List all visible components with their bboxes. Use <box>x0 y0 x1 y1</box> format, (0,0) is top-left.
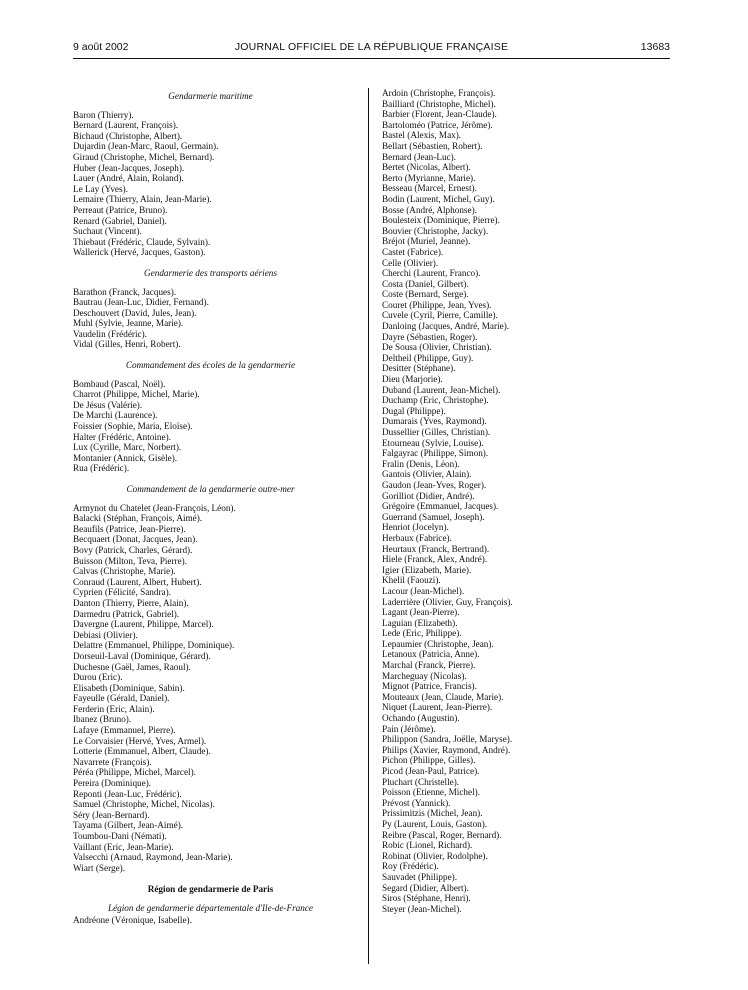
name-list <box>73 379 348 474</box>
list-item: Berto (Myrianne, Marie). <box>382 172 476 183</box>
list-item: Vaillant (Eric, Jean-Marie). <box>73 841 174 852</box>
list-item: Wiart (Serge). <box>73 862 126 873</box>
list-item: Bartoloméo (Patrice, Jérôme). <box>382 119 493 130</box>
list-item: Roy (Frédéric). <box>382 861 439 872</box>
list-item: Khelil (Faouzi). <box>382 575 441 586</box>
list-item: Deschouvert (David, Jules, Jean). <box>73 307 197 318</box>
list-item: Besseau (Marcel, Ernest). <box>382 183 477 194</box>
list-item: Letanoux (Patricia, Anne). <box>382 649 480 660</box>
list-item: Sauvadet (Philippe). <box>382 871 458 882</box>
list-item: Perreaut (Patrice, Bruno). <box>73 204 168 215</box>
list-item: Danton (Thierry, Pierre, Alain). <box>73 597 189 608</box>
list-item: Ferderin (Eric, Alain). <box>73 703 155 714</box>
column-divider <box>368 88 369 964</box>
list-item: Cherchi (Laurent, Franco). <box>382 268 481 279</box>
list-item: Samuel (Christophe, Michel, Nicolas). <box>73 799 215 810</box>
list-item: Fayeulle (Gérald, Daniel). <box>73 693 170 704</box>
list-item: Castet (Fabrice). <box>382 246 444 257</box>
list-item: Conraud (Laurent, Albert, Hubert). <box>73 576 202 587</box>
list-item: Durou (Eric). <box>73 672 123 683</box>
list-item: Gaudon (Jean-Yves, Roger). <box>382 479 487 490</box>
list-item: Duband (Laurent, Jean-Michel). <box>382 384 501 395</box>
name-list <box>382 88 682 914</box>
list-item: Bombaud (Pascal, Noël). <box>73 378 166 389</box>
list-item: Toumbou-Dani (Némati). <box>73 831 167 841</box>
list-item: Dujardin (Jean-Marc, Raoul, Germain). <box>73 141 219 152</box>
section-block <box>73 484 348 873</box>
list-item: Igier (Elizabeth, Marie). <box>382 564 472 575</box>
list-item: Balacki (Stéphan, François, Aimé). <box>73 513 203 524</box>
header-page-number: 13683 <box>640 41 670 53</box>
list-item: De Marchi (Laurence). <box>73 410 158 421</box>
list-item: Danloing (Jacques, André, Marie). <box>382 321 510 332</box>
list-item: Duchesne (Gaël, James, Raoul). <box>73 661 191 672</box>
list-item: Lemaire (Thierry, Alain, Jean-Marie). <box>73 194 212 205</box>
list-item: Armynot du Chatelet (Jean-François, Léon). <box>73 502 236 513</box>
left-column <box>73 91 348 925</box>
list-item: Halter (Frédéric, Antoine). <box>73 431 171 442</box>
right-column <box>382 88 682 914</box>
name-list <box>73 503 348 874</box>
list-item: Valsecchi (Arnaud, Raymond, Jean-Marie). <box>73 852 233 863</box>
list-item: Calvas (Christophe, Marie). <box>73 566 176 577</box>
list-item: Segard (Didier, Albert). <box>382 882 469 893</box>
list-item: Desitter (Stéphane). <box>382 363 456 374</box>
list-item: Bichaud (Christophe, Albert). <box>73 130 183 141</box>
list-item: Lepaumier (Christophe, Jean). <box>382 638 494 649</box>
list-item: Giraud (Christophe, Michel, Bernard). <box>73 151 215 162</box>
list-item: Poisson (Etienne, Michel). <box>382 787 480 798</box>
list-item: Lacour (Jean-Michel). <box>382 585 465 596</box>
list-item: Guerrand (Samuel, Joseph). <box>382 511 485 522</box>
list-item: Tayama (Gilbert, Jean-Aimé). <box>73 820 184 831</box>
section-title: Commandement des écoles de la gendarmerie <box>125 360 296 371</box>
list-item: Delattre (Emmanuel, Philippe, Dominique). <box>73 640 235 651</box>
list-item: Muhl (Sylvie, Jeanne, Marie). <box>73 318 184 329</box>
list-item: Ibanez (Bruno). <box>73 714 132 725</box>
list-item: Herbaux (Fabrice). <box>382 532 452 543</box>
list-item: Bodin (Laurent, Michel, Guy). <box>382 193 495 204</box>
name-list <box>73 110 348 258</box>
page-header <box>73 41 670 55</box>
list-item: De Jésus (Valérie). <box>73 399 143 410</box>
list-item: Bellart (Sébastien, Robert). <box>382 140 483 151</box>
list-item: Ardoin (Christophe, François). <box>382 88 496 98</box>
list-item: Lafaye (Emmanuel, Pierre). <box>73 725 176 736</box>
list-item: Davergne (Laurent, Philippe, Marcel). <box>73 619 214 630</box>
list-item: Beaufils (Patrice, Jean-Pierre). <box>73 523 186 534</box>
list-item: Charrot (Philippe, Michel, Marie). <box>73 389 200 400</box>
list-item: Baron (Thierry). <box>73 109 134 120</box>
list-item: Buisson (Milton, Teva, Pierre). <box>73 555 188 566</box>
list-item: Siros (Stéphane, Henri). <box>382 893 471 904</box>
list-item: Lauer (André, Alain, Roland). <box>73 173 184 184</box>
list-item: Mouteaux (Jean, Claude, Marie). <box>382 691 504 702</box>
list-item: Le Lay (Yves). <box>73 183 128 194</box>
list-item: Darmedru (Patrick, Gabriel). <box>73 608 180 619</box>
list-item: Pichon (Philippe, Gilles). <box>382 755 476 766</box>
list-item: Thiebaut (Frédéric, Claude, Sylvain). <box>73 236 211 247</box>
list-item: Celle (Olivier). <box>382 257 439 268</box>
list-item: Steyer (Jean-Michel). <box>382 903 462 914</box>
list-item: Falgayrac (Philippe, Simon). <box>382 448 489 459</box>
section-block <box>73 360 348 474</box>
list-item: Ochando (Augustin). <box>382 713 460 724</box>
name-list <box>73 915 348 926</box>
list-item: Fralin (Denis, Léon). <box>382 458 460 469</box>
list-item: Vaudelin (Frédéric). <box>73 328 147 339</box>
list-item: Marchal (Franck, Pierre). <box>382 660 476 671</box>
section-title: Commandement de la gendarmerie outre-mer <box>126 484 295 494</box>
list-item: Henriot (Jocelyn). <box>382 522 449 533</box>
list-item: Bovy (Patrick, Charles, Gérard). <box>73 544 193 555</box>
list-item: Reponti (Jean-Luc, Frédéric). <box>73 788 182 799</box>
list-item: Dumarais (Yves, Raymond). <box>382 416 487 427</box>
list-item: Montanier (Annick, Gisèle). <box>73 452 178 463</box>
list-item: Becquaert (Donat, Jacques, Jean). <box>73 534 198 545</box>
list-item: Bastel (Alexis, Max). <box>382 130 462 141</box>
list-item: Bautrau (Jean-Luc, Didier, Fernand). <box>73 297 209 308</box>
list-item: Prévost (Yannick). <box>382 797 451 808</box>
list-item: Robinat (Olivier, Rodolphe). <box>382 850 488 861</box>
list-item: Foissier (Sophie, Maria, Eloïse). <box>73 421 193 432</box>
list-item: Elisabeth (Dominique, Sabin). <box>73 682 185 693</box>
list-item: Suchaut (Vincent). <box>73 226 142 237</box>
list-item: Laderrière (Olivier, Guy, François). <box>382 596 513 607</box>
list-item: Dieu (Marjorie). <box>382 374 443 385</box>
list-item: Wallerick (Hervé, Jacques, Gaston). <box>73 247 206 258</box>
list-item: Gantois (Olivier, Alain). <box>382 469 472 480</box>
list-item: Reibre (Pascal, Roger, Bernard). <box>382 829 502 840</box>
list-item: Boulesteix (Dominique, Pierre). <box>382 215 500 226</box>
list-item: De Sousa (Olivier, Christian). <box>382 342 492 353</box>
list-item: Bosse (André, Alphonse). <box>382 204 477 215</box>
list-item: Lede (Eric, Philippe). <box>382 628 462 639</box>
list-item: Py (Laurent, Louis, Gaston). <box>382 818 488 829</box>
list-item: Navarrete (François). <box>73 756 152 767</box>
list-item: Couret (Philippe, Jean, Yves). <box>382 299 492 310</box>
list-item: Pluchart (Christelle). <box>382 776 460 787</box>
list-item: Laguian (Elizabeth). <box>382 617 458 628</box>
section-block <box>73 268 348 350</box>
list-item: Cuvele (Cyril, Pierre, Camille). <box>382 310 498 321</box>
list-item: Philips (Xavier, Raymond, André). <box>382 744 511 755</box>
list-item: Duchamp (Eric, Christophe). <box>382 395 489 406</box>
list-item: Dussellier (Gilles, Christian). <box>382 427 491 437</box>
list-item: Picod (Jean-Paul, Patrice). <box>382 766 480 776</box>
list-item: Lux (Cyrille, Marc, Norbert). <box>73 442 182 453</box>
list-item: Coste (Bernard, Serge). <box>382 289 469 300</box>
region-title: Région de gendarmerie de Paris <box>147 884 274 895</box>
list-item: Bailliard (Christophe, Michel). <box>382 98 496 109</box>
name-list <box>73 287 348 351</box>
list-item: Hiele (Franck, Alex, André). <box>382 554 488 565</box>
list-item: Marcheguay (Nicolas). <box>382 670 467 681</box>
list-item: Péréa (Philippe, Michel, Marcel). <box>73 767 196 778</box>
list-item: Pain (Jérôme). <box>382 723 436 734</box>
list-item: Bertet (Nicolas, Albert). <box>382 162 471 173</box>
list-item: Etourneau (Sylvie, Louise). <box>382 437 484 448</box>
list-item: Prissimitzis (Michel, Jean). <box>382 808 483 819</box>
list-item: Debiasi (Olivier). <box>73 629 138 640</box>
list-item: Philippon (Sandra, Joëlle, Maryse). <box>382 734 513 745</box>
list-item: Barathon (Franck, Jacques). <box>73 286 177 297</box>
list-item: Lotterie (Emmanuel, Albert, Claude). <box>73 746 211 757</box>
list-item: Gorilliot (Didier, André). <box>382 490 475 501</box>
list-item: Deltheil (Philippe, Guy). <box>382 352 474 363</box>
list-item: Andréone (Véronique, Isabelle). <box>73 914 192 925</box>
section-title: Gendarmerie maritime <box>168 91 253 101</box>
list-item: Vidal (Gilles, Henri, Robert). <box>73 339 181 350</box>
header-date: 9 août 2002 <box>73 41 129 53</box>
list-item: Séry (Jean-Bernard). <box>73 809 150 820</box>
list-item: Mignot (Patrice, Francis). <box>382 681 477 692</box>
legion-title: Légion de gendarmerie départementale d'Ile-de-France <box>107 902 314 913</box>
list-item: Robic (Lionel, Richard). <box>382 840 473 851</box>
list-item: Niquet (Laurent, Jean-Pierre). <box>382 702 493 713</box>
list-item: Dugal (Philippe). <box>382 405 446 416</box>
list-item: Dayre (Sébastien, Roger). <box>382 331 478 342</box>
list-item: Rua (Frédéric). <box>73 463 130 474</box>
list-item: Grégoire (Emmanuel, Jacques). <box>382 501 499 512</box>
list-item: Bouvier (Christophe, Jacky). <box>382 225 489 236</box>
section-title: Gendarmerie des transports aériens <box>144 267 277 278</box>
list-item: Pereira (Dominique). <box>73 778 152 789</box>
section-block <box>73 91 348 258</box>
list-item: Barbier (Florent, Jean-Claude). <box>382 109 497 120</box>
list-item: Heurtaux (Franck, Bertrand). <box>382 543 490 554</box>
list-item: Bernard (Jean-Luc). <box>382 151 456 162</box>
list-item: Le Corvaisier (Hervé, Yves, Armel). <box>73 735 207 746</box>
list-item: Dorseuil-Laval (Dominique, Gérard). <box>73 650 211 661</box>
list-item: Lagant (Jean-Pierre). <box>382 607 460 618</box>
list-item: Bréjot (Muriel, Jeanne). <box>382 236 471 247</box>
list-item: Huber (Jean-Jacques, Joseph). <box>73 162 185 173</box>
header-rule <box>73 58 670 59</box>
list-item: Renard (Gabriel, Daniel). <box>73 215 167 226</box>
list-item: Bernard (Laurent, François). <box>73 120 179 131</box>
list-item: Cyprien (Félicité, Sandra). <box>73 587 171 598</box>
list-item: Costa (Daniel, Gilbert). <box>382 278 469 289</box>
header-title: JOURNAL OFFICIEL DE LA RÉPUBLIQUE FRANÇAISE <box>234 41 509 53</box>
